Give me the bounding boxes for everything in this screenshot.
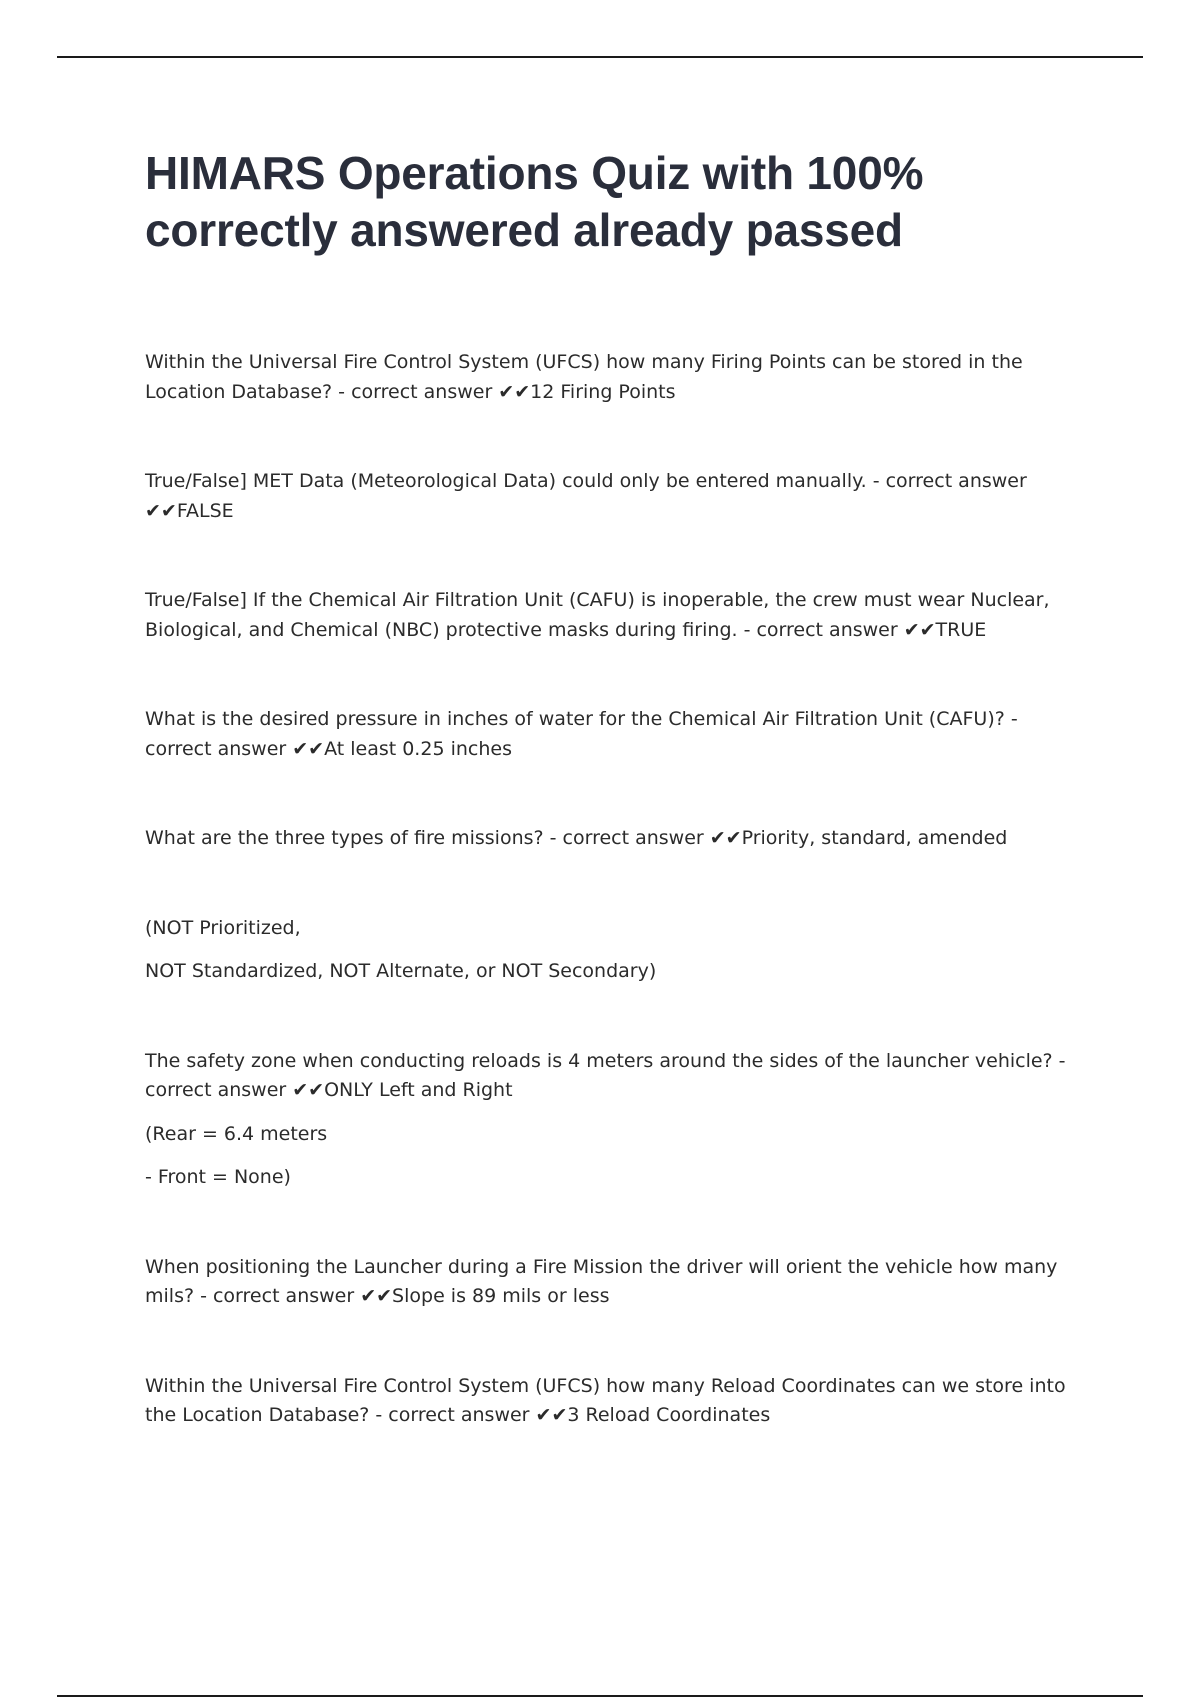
qa-text: What is the desired pressure in inches of water for the Chemical Air Filtration Unit (CAFU)? - correct answer ✔✔At least 0.25 inches <box>145 708 1018 760</box>
qa-note-line: (NOT Prioritized, <box>145 916 301 939</box>
qa-text: The safety zone when conducting reloads is 4 meters around the sides of the launcher vehicle? - correct answer ✔✔ONLY Left and Right <box>145 1049 1066 1101</box>
qa-text: True/False] If the Chemical Air Filtration Unit (CAFU) is inoperable, the crew must wear Nuclear, Biological, and Chemical (NBC) protective masks during firing. - correct answer ✔✔TRUE <box>145 589 1050 641</box>
qa-text: Within the Universal Fire Control System (UFCS) how many Firing Points can be stored in the Location Database? - correct answer ✔✔12 Firing Points <box>145 351 1023 403</box>
qa-note-line: (Rear = 6.4 meters <box>145 1122 328 1145</box>
qa-item <box>145 824 1085 854</box>
bottom-rule <box>57 1695 1143 1697</box>
qa-note-line: - Front = None) <box>145 1166 291 1188</box>
qa-item <box>145 1372 1085 1431</box>
qa-item <box>145 1047 1085 1193</box>
qa-item <box>145 348 1085 407</box>
qa-note-line: NOT Standardized, NOT Alternate, or NOT Secondary) <box>145 960 657 982</box>
qa-text: When positioning the Launcher during a Fire Mission the driver will orient the vehicle how many mils? - correct answer ✔✔Slope is 89 mils or less <box>145 1255 1058 1307</box>
qa-item <box>145 705 1085 764</box>
qa-text: What are the three types of fire missions? - correct answer ✔✔Priority, standard, amended <box>145 827 1008 849</box>
qa-text: True/False] MET Data (Meteorological Data) could only be entered manually. - correct answer ✔✔FALSE <box>145 470 1027 522</box>
qa-item <box>145 1253 1085 1312</box>
qa-text: Within the Universal Fire Control System (UFCS) how many Reload Coordinates can we store into the Location Database? - correct answer ✔✔3 Reload Coordinates <box>145 1374 1066 1426</box>
qa-note <box>145 914 1085 987</box>
qa-item <box>145 467 1085 526</box>
top-rule <box>57 56 1143 58</box>
qa-item <box>145 586 1085 645</box>
document-title: HIMARS Operations Quiz with 100% correctly answered already passed <box>145 147 924 256</box>
qa-list <box>145 348 1085 1431</box>
document-body <box>145 145 1085 1431</box>
